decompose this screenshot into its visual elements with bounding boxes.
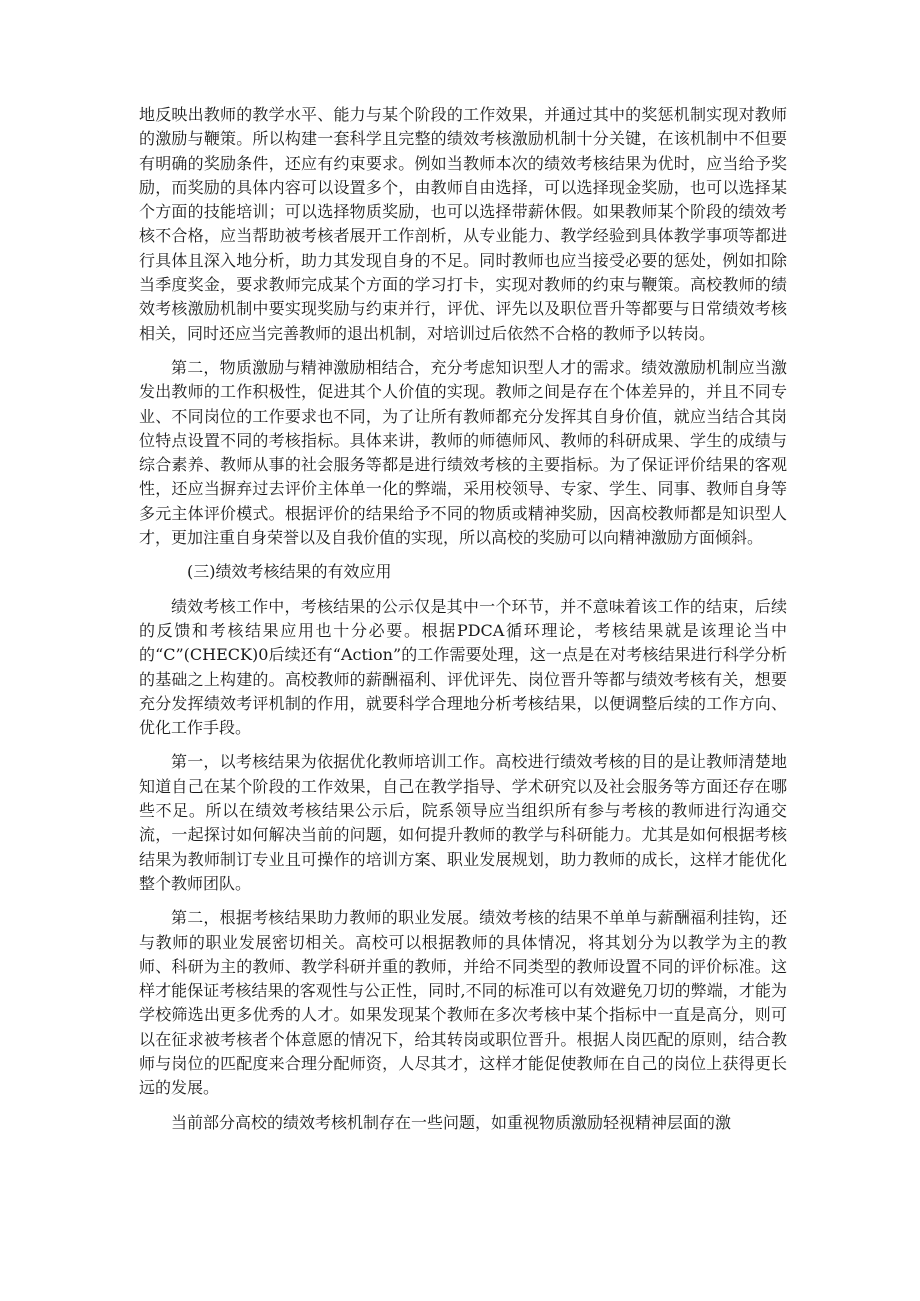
section-heading: (三)绩效考核结果的有效应用	[187, 562, 392, 582]
paragraph-training: 第一，以考核结果为依据优化教师培训工作。高校进行绩效考核的目的是让教师清楚地知道自己在某个阶段的工作效果，自己在教学指导、学术研究以及社会服务等方面还存在哪些不足。所以在绩效考核结果公示后，院系领导应当组织所有参与考核的教师进行沟通交流，一起探讨如何解决当前的问题，如何提升教师的教学与科研能力。尤其是如何根据考核结果为教师制订专业且可操作的培训方案、职业发展规划，助力教师的成长，这样才能优化整个教师团队。	[139, 752, 787, 893]
document-body	[139, 103, 787, 1145]
paragraph-material-spiritual: 第二，物质激励与精神激励相结合，充分考虑知识型人才的需求。绩效激励机制应当激发出教师的工作积极性，促进其个人价值的实现。教师之间是存在个体差异的，并且不同专业、不同岗位的工作要求也不同，为了让所有教师都充分发挥其自身价值，就应当结合其岗位特点设置不同的考核指标。具体来讲，教师的师德师风、教师的科研成果、学生的成绩与综合素养、教师从事的社会服务等都是进行绩效考核的主要指标。为了保证评价结果的客观性，还应当摒弃过去评价主体单一化的弊端，采用校领导、专家、学生、同事、教师自身等多元主体评价模式。根据评价的结果给予不同的物质或精神奖励，因高校教师都是知识型人才，更加注重自身荣誉以及自我价值的实现，所以高校的奖励可以向精神激励方面倾斜。	[139, 357, 787, 548]
paragraph-result-application: 绩效考核工作中，考核结果的公示仅是其中一个环节，并不意味着该工作的结束，后续的反馈和考核结果应用也十分必要。根据PDCA循环理论，考核结果就是该理论当中的“C”(CHECK)0后续还有“Action”的工作需要处理，这一点是在对考核结果进行科学分析的基础之上构建的。高校教师的薪酬福利、评优评先、岗位晋升等都与绩效考核有关，想要充分发挥绩效考评机制的作用，就要科学合理地分析考核结果，以便调整后续的工作方向、优化工作手段。	[139, 596, 787, 738]
paragraph-reward-constraint: 地反映出教师的教学水平、能力与某个阶段的工作效果，并通过其中的奖惩机制实现对教师的激励与鞭策。所以构建一套科学且完整的绩效考核激励机制十分关键，在该机制中不但要有明确的奖励条件，还应有约束要求。例如当教师本次的绩效考核结果为优时，应当给予奖励，而奖励的具体内容可以设置多个，由教师自由选择，可以选择现金奖励，也可以选择某个方面的技能培训；可以选择物质奖励，也可以选择带薪休假。如果教师某个阶段的绩效考核不合格，应当帮助被考核者展开工作剖析，从专业能力、教学经验到具体教学事项等都进行具体且深入地分析，助力其发现自身的不足。同时教师也应当接受必要的惩处，例如扣除当季度奖金，要求教师完成某个方面的学习打卡，实现对教师的约束与鞭策。高校教师的绩效考核激励机制中要实现奖励与约束并行，评优、评先以及职位晋升等都要与日常绩效考核相关，同时还应当完善教师的退出机制，对培训过后依然不合格的教师予以转岗。	[139, 105, 787, 343]
paragraph-problems: 当前部分高校的绩效考核机制存在一些问题，如重视物质激励轻视精神层面的激	[171, 1112, 732, 1132]
paragraph-career: 第二，根据考核结果助力教师的职业发展。绩效考核的结果不单单与薪酬福利挂钩，还与教师的职业发展密切相关。高校可以根据教师的具体情况，将其划分为以教学为主的教师、科研为主的教师、教学科研并重的教师，并给不同类型的教师设置不同的评价标准。这样才能保证考核结果的客观性与公正性，同时,不同的标准可以有效避免刀切的弊端，才能为学校筛选出更多优秀的人才。如果发现某个教师在多次考核中某个指标中一直是高分，则可以在征求被考核者个体意愿的情况下，给其转岗或职位晋升。根据人岗匹配的原则，结合教师与岗位的匹配度来合理分配师资，人尽其才，这样才能促使教师在自己的岗位上获得更长远的发展。	[139, 908, 787, 1098]
